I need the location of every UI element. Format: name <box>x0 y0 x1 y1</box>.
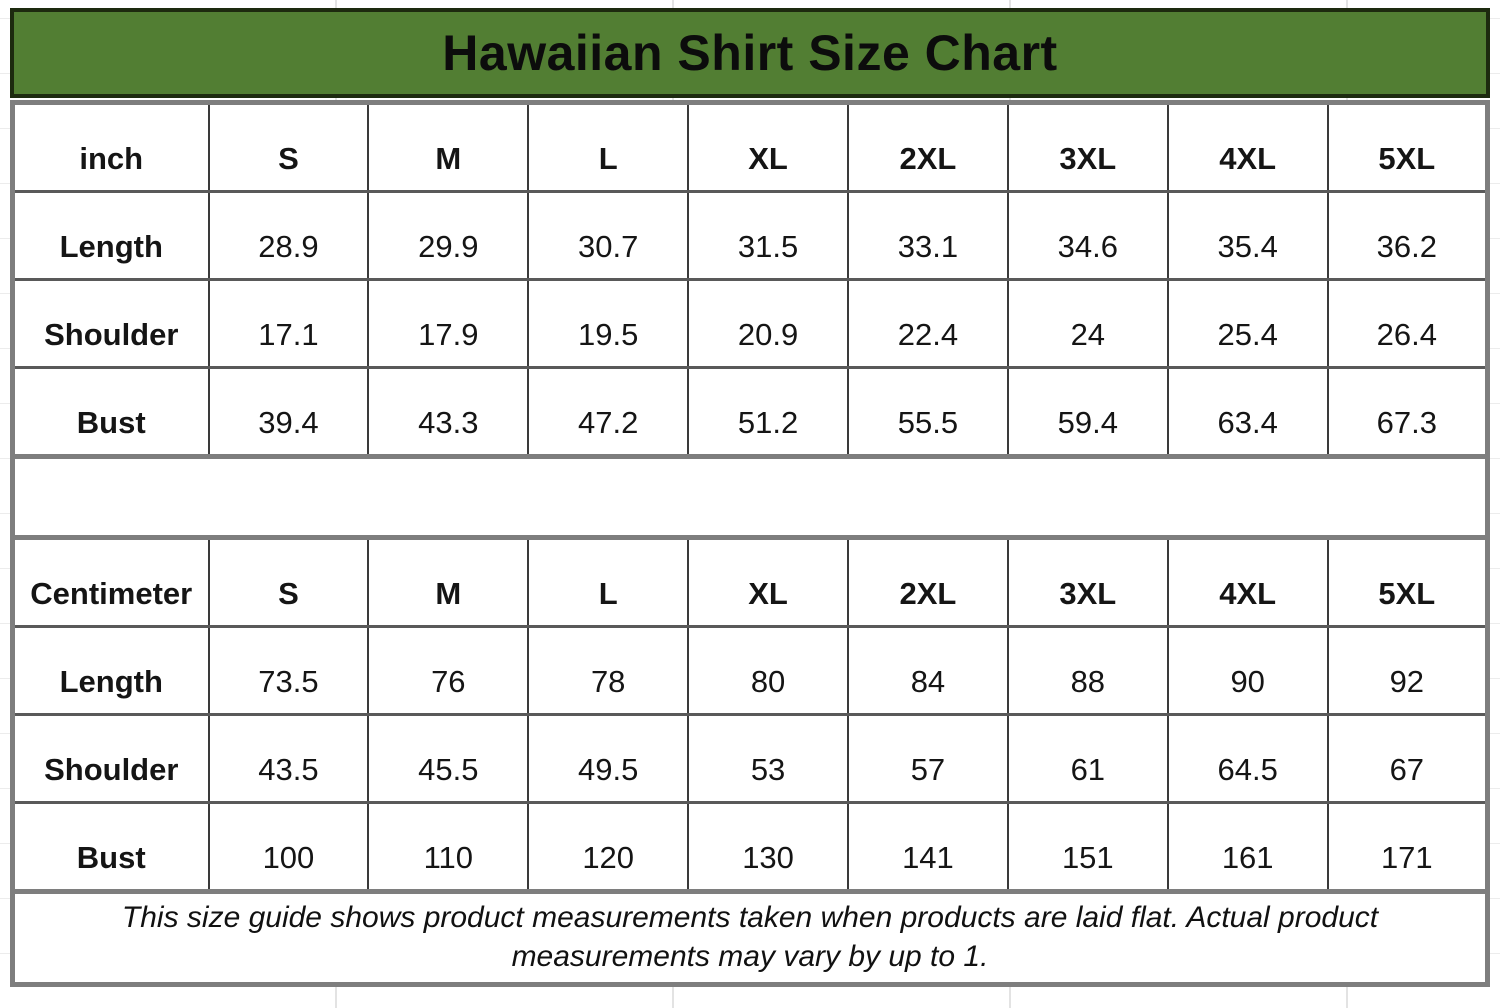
size-col-header: M <box>368 103 528 192</box>
row-label: Bust <box>13 368 209 457</box>
unit-label-inch: inch <box>13 103 209 192</box>
value-cell: 78 <box>528 627 688 715</box>
size-col-header: 4XL <box>1168 103 1328 192</box>
value-cell: 17.9 <box>368 280 528 368</box>
value-cell: 120 <box>528 803 688 892</box>
unit-label-centimeter: Centimeter <box>13 538 209 627</box>
value-cell: 59.4 <box>1008 368 1168 457</box>
size-col-header: XL <box>688 103 848 192</box>
value-cell: 28.9 <box>209 192 369 280</box>
value-cell: 49.5 <box>528 715 688 803</box>
value-cell: 84 <box>848 627 1008 715</box>
value-cell: 76 <box>368 627 528 715</box>
inch-length-row <box>13 192 1488 280</box>
value-cell: 55.5 <box>848 368 1008 457</box>
value-cell: 51.2 <box>688 368 848 457</box>
value-cell: 39.4 <box>209 368 369 457</box>
title-banner <box>10 8 1490 98</box>
value-cell: 171 <box>1328 803 1488 892</box>
value-cell: 43.5 <box>209 715 369 803</box>
value-cell: 31.5 <box>688 192 848 280</box>
cm-shoulder-row <box>13 715 1488 803</box>
value-cell: 92 <box>1328 627 1488 715</box>
row-label: Length <box>13 627 209 715</box>
inch-header-row <box>13 103 1488 192</box>
value-cell: 43.3 <box>368 368 528 457</box>
value-cell: 63.4 <box>1168 368 1328 457</box>
value-cell: 141 <box>848 803 1008 892</box>
value-cell: 88 <box>1008 627 1168 715</box>
value-cell: 53 <box>688 715 848 803</box>
value-cell: 36.2 <box>1328 192 1488 280</box>
value-cell: 45.5 <box>368 715 528 803</box>
value-cell: 90 <box>1168 627 1328 715</box>
value-cell: 64.5 <box>1168 715 1328 803</box>
value-cell: 47.2 <box>528 368 688 457</box>
footer-row <box>13 892 1488 985</box>
size-col-header: 5XL <box>1328 538 1488 627</box>
value-cell: 22.4 <box>848 280 1008 368</box>
size-col-header: 4XL <box>1168 538 1328 627</box>
page-title: Hawaiian Shirt Size Chart <box>442 25 1058 81</box>
value-cell: 33.1 <box>848 192 1008 280</box>
value-cell: 67 <box>1328 715 1488 803</box>
value-cell: 34.6 <box>1008 192 1168 280</box>
size-col-header: 5XL <box>1328 103 1488 192</box>
row-label: Length <box>13 192 209 280</box>
value-cell: 25.4 <box>1168 280 1328 368</box>
row-label: Shoulder <box>13 715 209 803</box>
size-col-header: L <box>528 538 688 627</box>
size-col-header: 3XL <box>1008 538 1168 627</box>
value-cell: 100 <box>209 803 369 892</box>
value-cell: 24 <box>1008 280 1168 368</box>
size-col-header: M <box>368 538 528 627</box>
inch-shoulder-row <box>13 280 1488 368</box>
value-cell: 80 <box>688 627 848 715</box>
value-cell: 161 <box>1168 803 1328 892</box>
value-cell: 151 <box>1008 803 1168 892</box>
size-col-header: 2XL <box>848 103 1008 192</box>
value-cell: 20.9 <box>688 280 848 368</box>
size-col-header: S <box>209 538 369 627</box>
size-col-header: S <box>209 103 369 192</box>
cm-length-row <box>13 627 1488 715</box>
value-cell: 19.5 <box>528 280 688 368</box>
footer-note: This size guide shows product measurements taken when products are laid flat. Actual product measurements may vary by up to 1. <box>13 892 1488 985</box>
row-label: Shoulder <box>13 280 209 368</box>
cm-bust-row <box>13 803 1488 892</box>
size-col-header: 2XL <box>848 538 1008 627</box>
value-cell: 110 <box>368 803 528 892</box>
value-cell: 57 <box>848 715 1008 803</box>
spacer-row <box>13 457 1488 538</box>
value-cell: 26.4 <box>1328 280 1488 368</box>
row-label: Bust <box>13 803 209 892</box>
value-cell: 130 <box>688 803 848 892</box>
size-col-header: XL <box>688 538 848 627</box>
value-cell: 67.3 <box>1328 368 1488 457</box>
value-cell: 30.7 <box>528 192 688 280</box>
value-cell: 35.4 <box>1168 192 1328 280</box>
inch-bust-row <box>13 368 1488 457</box>
value-cell: 29.9 <box>368 192 528 280</box>
value-cell: 73.5 <box>209 627 369 715</box>
value-cell: 61 <box>1008 715 1168 803</box>
size-col-header: L <box>528 103 688 192</box>
cm-header-row <box>13 538 1488 627</box>
size-chart-table <box>10 100 1490 987</box>
spacer-cell <box>13 457 1488 538</box>
size-col-header: 3XL <box>1008 103 1168 192</box>
size-chart-sheet <box>0 8 1500 1008</box>
value-cell: 17.1 <box>209 280 369 368</box>
